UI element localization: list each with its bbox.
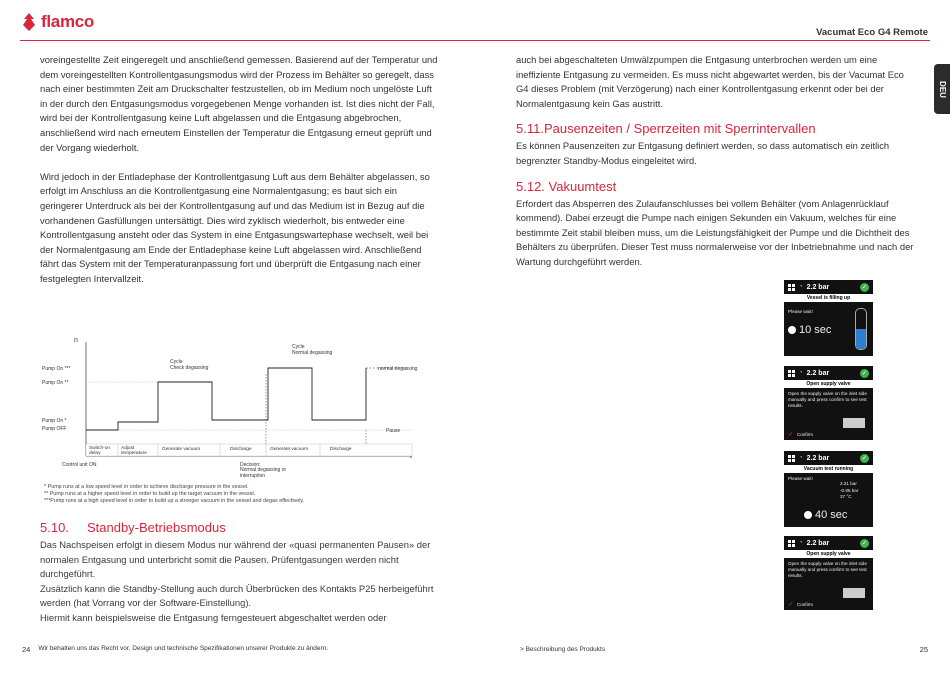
screen-title: Open supply valve [784,550,873,558]
timer-value: 40 sec [815,509,848,521]
footnote: ***Pump runs at a high speed level in order to build up a stronger vacuum in the vessel and degas effectively. [44,498,305,504]
wait-text: Please wait! [788,476,813,481]
cycle-label: Cycle [170,359,183,365]
screen-title: Vessel is filling up [784,294,873,302]
disclaimer: Wir behalten uns das Recht vor, Design und technische Spezifikationen unserer Produkte zu ändern. [38,645,329,652]
screen-title: Open supply valve [784,380,873,388]
vessel-icon [855,308,867,350]
section-breadcrumb: > Beschreibung des Produkts [520,646,606,653]
wait-text: Please wait! [788,309,813,314]
gauge-icon: ◔ [799,370,803,376]
check-mark-icon: ✓ [788,601,794,608]
paragraph: voreingestellte Zeit eingeregelt und anschließend gemessen. Basierend auf der Temperatur und dem voreingestellten Kontrollentgasungsmodus wird der Prozess im Behälter so geregelt, dass nach einer bestimmten Zeit am Druckschalter festzustellen, ob im Medium noch ungelöste Luft in der durch den Entgasungsmodus vorgegebenen Menge vorhanden ist. Ist dies nicht der Fall, wird bei der Kontrollentgasung keine Luft abgelassen und die Entgasung abgebrochen, anschließend wird nach erneutem Einstellen der Temperatur die Entgasung erneut geprüft und der Vorgang wiederholt. [40,54,438,153]
paragraph: auch bei abgeschalteten Umwälzpumpen die Entgasung unterbrochen werden um eine ineffiziente Entgasung zu vermeiden. Es muss nicht abgewartet werden, bis der Vacumat Eco G4 dieses Problem (mit Verzögerung) nach einer Kontrollentgasung erkennt oder bei der Normalentgasung kein Gas austritt. [516,54,904,109]
footer-left [22,645,328,654]
confirm-button[interactable] [788,602,813,608]
annotation: Decision: [240,462,261,468]
pressure-reading: 2.21 bar [840,481,857,486]
phase-label: Generate vacuum [270,447,309,452]
footnote: ** Pump runs at a higher speed level in order to build up the target vacuum in the vessel. [44,491,256,497]
cycle-label: Cycle [292,344,305,350]
valve-icon [843,418,865,428]
timer-icon [804,511,812,519]
annotation-continued: interruption [240,473,266,479]
section-heading: 5.12. Vakuumtest [516,178,617,194]
gauge-icon: ◔ [799,455,803,461]
instruction-text: Open the supply valve on the inlet side manually and press confirm to see test results. [788,561,867,578]
phase-label: delay [89,451,101,456]
paragraph: Es können Pausenzeiten zur Entgasung definiert werden, so dass automatisch ein zeitlich begrenzter Standby-Modus eingeleitet wird. [516,140,890,166]
language-tab: DEU [934,64,950,114]
pump-speed-trace [86,368,366,430]
device-screen-filling [784,280,873,356]
pressure-value: 2.2 bar [806,539,830,547]
paragraph: Zusätzlich kann die Standby-Stellung auch durch Überbrücken des Kontakts P25 herbeigeführt werden (hat Vorrang vor der Software-Einstellung). [40,582,434,609]
level-label: Pump On *** [42,366,71,372]
menu-icon [788,540,795,547]
pressure-value: 2.2 bar [806,454,830,462]
gauge-icon: ◔ [799,540,803,546]
right-column [516,53,916,270]
x-axis-label: t [410,453,412,460]
gauge-icon: ◔ [799,284,803,290]
level-label: Pump OFF [42,426,67,432]
paragraph: Wird jedoch in der Entladephase der Kontrollentgasung Luft aus dem Behälter abgelassen, so erfolgt im Anschluss an die Kontrollentgasung eine Normalentgasung; es baut sich ein geringerer Unterdruck als bei der Kontrollentgasung auf und das Medium ist in Bezug auf die vorhandenen Gasfüllungen untersättigt. Dies wird zyklisch wiederholt, bis entweder eine Kontrollentgasung ansteht oder das System in eine Entgasungswartephase wechselt, weil bei der Normalentgasung am Ende der Entladephase keine Luft abgelassen wird. Anschließend fährt das System mit der Temperaturanpassung fort und überprüft die Entgasung nach einer festgelegten Intervallzeit. [40,170,430,284]
confirm-button[interactable] [788,432,813,438]
footnote: * Pump runs at a low speed level in order to achieve discharge pressure in the vessel. [44,484,249,490]
check-mark-icon: ✓ [788,431,794,438]
left-column [40,53,440,301]
confirm-label: Confirm [796,602,813,607]
cycle-chart [40,334,440,474]
section-heading: 5.11.Pausenzeiten / Sperrzeiten mit Sperrintervallen [516,121,816,137]
check-icon: ✓ [861,369,868,377]
level-label: Pump On * [42,418,67,424]
brand-name: flamco [41,12,94,31]
level-label: Pump On ** [42,380,69,386]
annotation: Pause [386,428,401,434]
paragraph: Hiermit kann beispielsweise die Entgasung ferngesteuert abgeschaltet werden oder [40,611,387,623]
pressure-value: 2.2 bar [806,369,830,377]
section-heading: 5.10. Standby-Betriebsmodus [40,520,226,535]
instruction-text: Open the supply valve on the inlet side manually and press confirm to see test results. [788,391,867,408]
annotation: Control unit ON [62,462,97,468]
check-icon: ✓ [861,454,868,462]
pressure-value: 2.2 bar [806,283,830,291]
menu-icon [788,370,795,377]
menu-icon [788,455,795,462]
phase-label: Discharge [330,447,352,452]
confirm-label: Confirm [796,432,813,437]
device-screen-open-valve [784,366,873,440]
phase-label: Switch-on [89,446,111,451]
temperature-reading: 37 °C [840,494,852,499]
paragraph: Erfordert das Absperren des Zulaufanschlusses bei vollem Behälter (vom Anlagenrücklauf kommend). Dabei erzeugt die Pumpe nach einigen Sekunden ein Vakuum, welches für eine bestimmte Zeit stabil bleiben muss, um die Leistungsfähigkeit der Pumpe und die Dichtheit des Behälters zu überprüfen. Dieser Test muss normalerweise vor der Inbetriebnahme und nach der Wartung durchgeführt werden. [516,197,914,267]
cycle-label: Normal degassing [292,350,333,356]
phase-label: Generate vacuum [162,447,201,452]
check-icon: ✓ [861,539,868,547]
device-screen-open-valve-2 [784,536,873,610]
check-icon: ✓ [861,283,868,291]
standby-section [40,520,440,626]
cycle-label: Check degassing [170,365,209,371]
page-number: 24 [22,645,31,654]
footnotes [44,484,304,505]
valve-icon [843,588,865,598]
document-title: Vacumat Eco G4 Remote [816,27,928,38]
screen-title: Vacuum test running [784,465,873,473]
phase-label: Discharge [230,447,252,452]
device-screen-vacuum-test [784,451,873,527]
vacuum-reading: -0.85 bar [840,487,859,493]
menu-icon [788,284,795,291]
timer-value: 10 sec [799,324,832,336]
annotation: normal degassing [378,366,418,372]
y-axis-label: n [74,337,78,344]
paragraph: Das Nachspeisen erfolgt in diesem Modus nur während der «quasi permanenten Pausen» der normalen Entgasung und unterbricht somit die Pausen. Prüfentgasungen werden nicht durchgeführt. [40,539,431,580]
phase-label: Adjust [121,446,135,451]
flamco-logo [22,12,94,32]
page-number: 25 [919,645,928,654]
annotation: Normal degassing or [240,467,287,473]
phase-label: temperature [121,451,147,456]
header-divider [20,40,930,41]
timer-icon [788,326,796,334]
flame-icon [22,13,36,31]
